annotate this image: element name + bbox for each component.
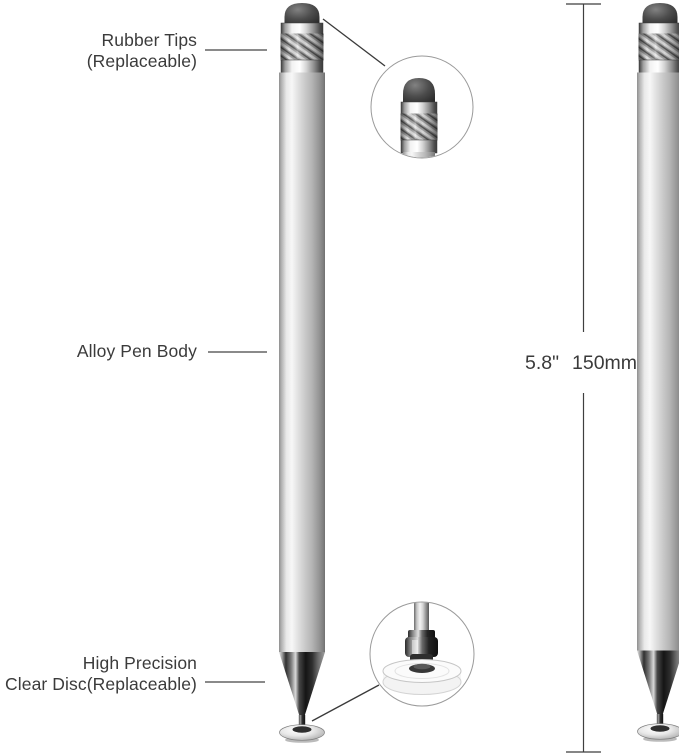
- rubber-tip: [643, 3, 678, 26]
- tip-detail-callout: [371, 56, 473, 161]
- length-millimeters: 150mm: [572, 352, 638, 374]
- annotation-clear-disc: [5, 653, 197, 695]
- chrome-ring-top-zoom: [401, 102, 437, 114]
- chrome-ring-top: [639, 23, 679, 34]
- pen-cone: [637, 651, 679, 719]
- pen-cone: [279, 652, 325, 719]
- tip-shaft-zoom: [414, 601, 429, 635]
- disc-hub: [651, 725, 670, 731]
- annotation-line: Rubber Tips: [101, 30, 197, 50]
- length-inches: 5.8": [524, 352, 559, 374]
- chrome-ring-bottom-zoom: [401, 140, 437, 153]
- callout-pointer-top: [323, 19, 385, 66]
- stylus-pen-front: [279, 3, 325, 743]
- annotation-rubber-tips: [87, 30, 197, 72]
- annotation-line: High Precision: [82, 653, 197, 673]
- disc-detail-callout: [370, 601, 474, 706]
- chrome-ring-bottom: [639, 60, 679, 73]
- disc-hub: [293, 726, 312, 732]
- annotation-pen-body: [77, 341, 197, 362]
- magnified-rubber-tip: [401, 78, 438, 161]
- knurled-grip-shading: [639, 34, 679, 61]
- length-measurement-line: [566, 4, 601, 752]
- knurled-grip-shading: [281, 34, 324, 61]
- knurled-grip-zoom-shading: [401, 114, 438, 141]
- pen-body: [279, 73, 325, 653]
- disc-hub-top-zoom: [414, 664, 431, 670]
- annotation-line: Alloy Pen Body: [76, 341, 197, 361]
- measurement-labels: [516, 352, 646, 375]
- chrome-ring-top: [281, 23, 323, 34]
- rubber-tip: [285, 3, 320, 26]
- rubber-tip-zoom: [403, 78, 435, 104]
- annotation-line: Clear Disc(Replaceable): [5, 674, 197, 694]
- callout-pointer-bottom: [312, 685, 379, 721]
- joint-highlight: [412, 640, 418, 654]
- annotation-line: (Replaceable): [86, 51, 197, 71]
- chrome-ring-bottom: [281, 60, 323, 73]
